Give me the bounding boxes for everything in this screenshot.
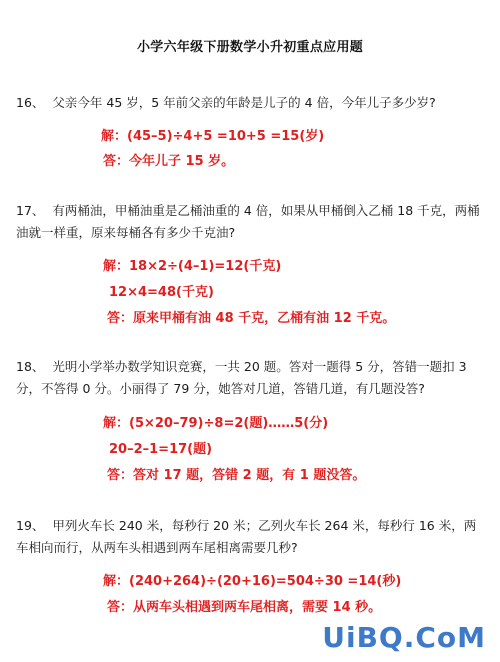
site-watermark: UiBQ.CoM [322, 621, 486, 654]
solution-line: 解：(240+264)÷(20+16)=504÷30 =14(秒) [103, 574, 402, 589]
solution-line: 解：18×2÷(4–1)=12(千克) [103, 259, 282, 274]
solution-line: 20–2–1=17(题) [109, 442, 213, 457]
question-17 [16, 200, 484, 244]
question-16 [16, 92, 484, 114]
question-text: 甲列火车长 240 米，每秒行 20 米；乙列火车长 264 米，每秒行 16 米，两车相向而行，从两车头相遇到两车尾相离需要几秒? [16, 518, 477, 555]
question-text: 光明小学举办数学知识竞赛，一共 20 题。答对一题得 5 分，答错一题扣 3 分，不答得 0 分。小丽得了 79 分，她答对几道，答错几道，有几题没答? [16, 359, 467, 396]
answer-line: 答：答对 17 题，答错 2 题，有 1 题没答。 [107, 468, 366, 483]
solution-line: 解：(45–5)÷4+5 =10+5 =15(岁) [101, 129, 325, 144]
question-19 [16, 515, 484, 559]
question-text: 有两桶油，甲桶油重是乙桶油重的 4 倍，如果从甲桶倒入乙桶 18 千克，两桶油就一样重，原来每桶各有多少千克油? [16, 203, 480, 240]
answer-line: 答：原来甲桶有油 48 千克，乙桶有油 12 千克。 [107, 311, 396, 326]
question-text: 父亲今年 45 岁，5 年前父亲的年龄是儿子的 4 倍，今年儿子多少岁? [52, 95, 436, 110]
answer-line: 答：从两车头相遇到两车尾相离，需要 14 秒。 [107, 600, 382, 615]
question-18 [16, 356, 484, 400]
question-number: 18、 [16, 359, 45, 374]
answer-line: 答：今年儿子 15 岁。 [103, 154, 235, 169]
question-number: 17、 [16, 203, 45, 218]
solution-line: 12×4=48(千克) [109, 285, 214, 300]
question-number: 16、 [16, 95, 45, 110]
question-number: 19、 [16, 518, 45, 533]
page-title: 小学六年级下册数学小升初重点应用题 [136, 40, 364, 55]
solution-line: 解：(5×20–79)÷8=2(题)……5(分) [103, 416, 329, 431]
